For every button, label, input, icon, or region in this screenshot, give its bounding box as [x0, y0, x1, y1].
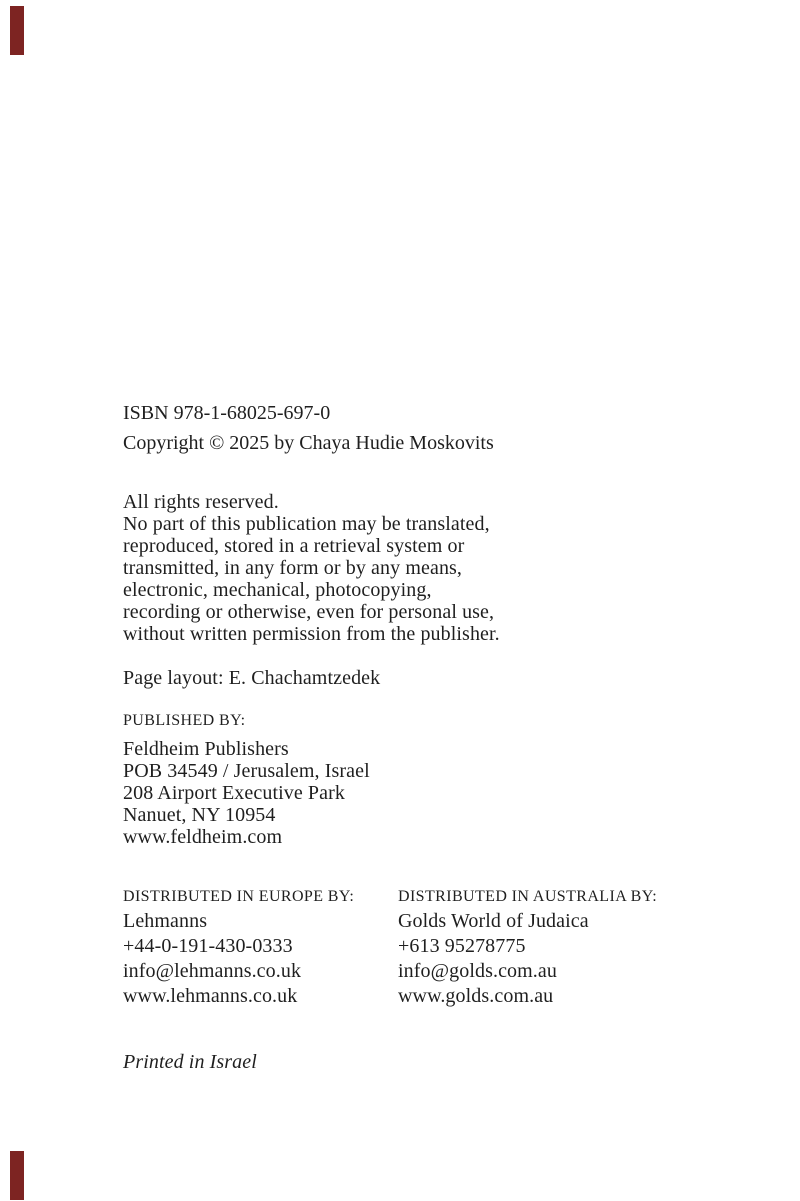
rights-line: transmitted, in any form or by any means, — [123, 557, 463, 579]
publisher-website: www.feldheim.com — [123, 826, 283, 848]
distributor-header: DISTRIBUTED IN EUROPE BY: — [123, 888, 355, 905]
distributor-name: Lehmanns — [123, 910, 208, 932]
rights-line: recording or otherwise, even for personal use, — [123, 601, 495, 623]
published-by-header: PUBLISHED BY: — [123, 712, 246, 729]
rights-line: No part of this publication may be translated, — [123, 513, 490, 535]
publisher-address-line: 208 Airport Executive Park — [123, 782, 345, 804]
distributor-website: www.lehmanns.co.uk — [123, 985, 298, 1007]
isbn-copyright-block — [123, 398, 494, 458]
publisher-address-line: Nanuet, NY 10954 — [123, 804, 276, 826]
rights-paragraph — [123, 491, 500, 645]
publisher-name: Feldheim Publishers — [123, 738, 289, 760]
isbn-line: ISBN 978-1-68025-697-0 — [123, 402, 331, 424]
page-layout-credit: Page layout: E. Chachamtzedek — [123, 667, 381, 689]
distributor-column-australia — [398, 884, 657, 1009]
distributor-name: Golds World of Judaica — [398, 910, 589, 932]
distributor-column-europe — [123, 884, 354, 1009]
distributor-phone: +613 95278775 — [398, 935, 526, 957]
publisher-block — [123, 738, 370, 848]
printed-in-israel: Printed in Israel — [123, 1051, 257, 1073]
rights-line: without written permission from the publisher. — [123, 623, 500, 645]
rights-line: All rights reserved. — [123, 491, 279, 513]
distributor-email: info@lehmanns.co.uk — [123, 960, 302, 982]
distributor-email: info@golds.com.au — [398, 960, 557, 982]
page-edge-mark-bottom — [10, 1151, 24, 1200]
distributor-header: DISTRIBUTED IN AUSTRALIA BY: — [398, 888, 658, 905]
rights-line: reproduced, stored in a retrieval system or — [123, 535, 465, 557]
page-edge-mark-top — [10, 6, 24, 55]
distributor-phone: +44-0-191-430-0333 — [123, 935, 293, 957]
rights-line: electronic, mechanical, photocopying, — [123, 579, 432, 601]
distributor-website: www.golds.com.au — [398, 985, 554, 1007]
publisher-address-line: POB 34549 / Jerusalem, Israel — [123, 760, 370, 782]
copyright-line: Copyright © 2025 by Chaya Hudie Moskovits — [123, 432, 494, 454]
